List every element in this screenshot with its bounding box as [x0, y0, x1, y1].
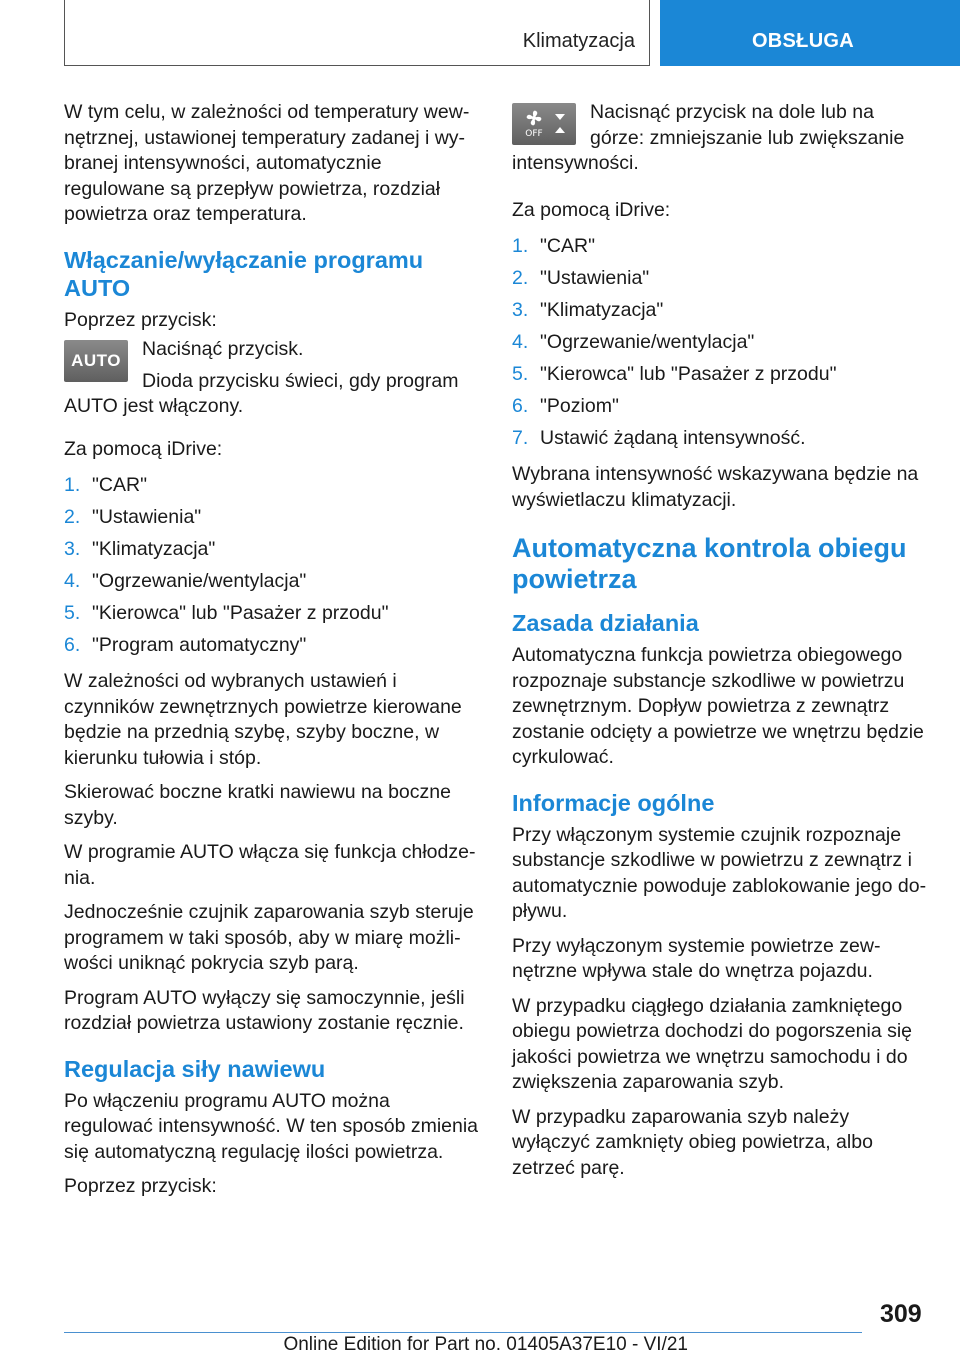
- step-text: "Kierowca" lub "Pasażer z przodu": [540, 363, 837, 385]
- paragraph: Wybrana intensywność wskazywana będzie na wyświetlaczu klimatyzacji.: [512, 463, 919, 511]
- step-number: 2.: [512, 267, 529, 289]
- idrive-steps-left: [64, 471, 482, 663]
- paragraph: W przypadku zaparowania szyb należy wyłączyć zamknięty obieg powietrza, albo zetrzeć parę.: [512, 1105, 873, 1179]
- list-item: [512, 232, 930, 264]
- paragraph: W przypadku ciągłego działania zamkniętego obiegu powietrza dochodzi do pogorszenia się jakości powietrza we wnętrzu samochodu i do zwiększenia zaparowania szyb.: [512, 994, 913, 1093]
- paragraph: Jednocześnie czujnik zaparowania szyb steruje programem w taki sposób, aby w miarę możliwości uniknąć pokrycia szyb parą.: [64, 901, 474, 974]
- via-button-text: Poprzez przycisk:: [64, 308, 217, 331]
- step-text: "Ustawienia": [92, 506, 202, 528]
- step-number: 5.: [512, 363, 529, 385]
- fan-button-block: [512, 100, 930, 186]
- intro-paragraph: W tym celu, w zależności od temperatury wewnętrznej, ustawionej temperatury zadanej i wybranej intensywności, automatycznie regulowane są przepływ powietrza, rozdział powietrza oraz temperatura.: [64, 101, 470, 225]
- step-number: 1.: [512, 235, 529, 257]
- step-text: Ustawić żądaną intensywność.: [540, 427, 806, 449]
- paragraph: Poprzez przycisk:: [64, 1175, 217, 1197]
- list-item: [512, 360, 930, 392]
- step-number: 4.: [512, 331, 529, 353]
- step-text: "CAR": [92, 474, 148, 496]
- step-text: "Program automatyczny": [92, 634, 307, 656]
- left-column: [64, 100, 482, 1209]
- footer-edition-box: [64, 1334, 862, 1356]
- idrive-intro: Za pomocą iDrive:: [512, 198, 671, 221]
- header-section-box: [64, 0, 650, 66]
- page-header: [64, 0, 960, 66]
- press-button-text: Naciśnąć przycisk.: [142, 338, 304, 360]
- list-item: [64, 567, 482, 599]
- fan-instructions: Nacisnąć przycisk na dole lub na górze: zmniejszanie lub zwiększanie intensywności.: [512, 101, 905, 174]
- right-column: [512, 100, 930, 1190]
- fan-off-label: OFF: [525, 129, 543, 139]
- step-number: 1.: [64, 474, 81, 496]
- step-number: 5.: [64, 602, 81, 624]
- step-text: "Ogrzewanie/wentylacja": [92, 570, 307, 592]
- heading-recirculation: Automatyczna kontrola obiegu powietrza: [512, 533, 907, 594]
- step-text: "Ogrzewanie/wentylacja": [540, 331, 755, 353]
- header-chapter-label: OBSŁUGA: [751, 30, 855, 52]
- paragraph: Automatyczna funkcja powietrza obiegowego rozpoznaje substancje szkodliwe w powietrzu zewnętrznym. Dopływ powietrza z zewnątrz zostanie odcięty a powietrze we wnętrzu będzie cyrkulować.: [512, 644, 924, 768]
- heading-general-info: Informacje ogólne: [512, 789, 715, 816]
- list-item: [512, 296, 930, 328]
- list-item: [64, 471, 482, 503]
- paragraph: W programie AUTO włącza się funkcja chłodzenia.: [64, 841, 476, 889]
- footer-edition: Online Edition for Part no. 01405A37E10 - VI/21: [283, 1334, 688, 1355]
- list-item: [512, 424, 930, 456]
- step-number: 6.: [64, 634, 81, 656]
- list-item: [64, 535, 482, 567]
- step-text: "CAR": [540, 235, 596, 257]
- paragraph: Przy włączonym systemie czujnik rozpoznaje substancje szkodliwe w powietrzu z zewnątrz i automatycznie powoduje zablokowanie jego dopływu.: [512, 823, 927, 922]
- paragraph: Skierować boczne kratki nawiewu na boczne szyby.: [64, 781, 451, 829]
- step-number: 3.: [64, 538, 81, 560]
- page-number: 309: [880, 1300, 922, 1328]
- auto-button-icon: [64, 340, 128, 382]
- footer-divider: [64, 1332, 862, 1333]
- list-item: [64, 631, 482, 663]
- led-text: Dioda przycisku świeci, gdy program AUTO jest włączony.: [64, 369, 459, 417]
- list-item: [512, 392, 930, 424]
- list-item: [512, 328, 930, 360]
- idrive-intro: Za pomocą iDrive:: [64, 437, 223, 460]
- fan-button-icon: [512, 103, 576, 145]
- paragraph: Po włączeniu programu AUTO można regulować intensywność. W ten sposób zmienia się automatyczną regulację ilości powietrza.: [64, 1089, 479, 1163]
- step-text: "Poziom": [540, 395, 619, 417]
- step-number: 3.: [512, 299, 529, 321]
- fan-icon: [512, 103, 576, 145]
- step-number: 6.: [512, 395, 529, 417]
- step-number: 2.: [64, 506, 81, 528]
- heading-principle: Zasada działania: [512, 610, 699, 636]
- header-section-title: Klimatyzacja: [522, 30, 635, 52]
- step-text: "Klimatyzacja": [540, 299, 664, 321]
- auto-icon-label: AUTO: [71, 351, 121, 371]
- list-item: [64, 599, 482, 631]
- list-item: [64, 503, 482, 535]
- heading-fan-control: Regulacja siły nawiewu: [64, 1055, 326, 1082]
- paragraph: Przy wyłączonym systemie powietrze zewnętrzne wpływa stale do wnętrza pojazdu.: [512, 934, 881, 982]
- paragraph: Program AUTO wyłączy się samoczynnie, jeśli rozdział powietrza ustawiony zostanie ręcznie.: [64, 986, 465, 1034]
- header-chapter-tab: [660, 0, 960, 66]
- paragraph: W zależności od wybranych ustawień i czynników zewnętrznych powietrze kierowane będzie na przednią szybę, szyby boczne, w kierunku tułowia i stóp.: [64, 670, 462, 769]
- step-text: "Ustawienia": [540, 267, 650, 289]
- step-number: 7.: [512, 427, 529, 449]
- step-text: "Kierowca" lub "Pasażer z przodu": [92, 602, 389, 624]
- step-number: 4.: [64, 570, 81, 592]
- auto-button-block: [64, 337, 482, 429]
- idrive-steps-right: [512, 232, 930, 456]
- list-item: [512, 264, 930, 296]
- heading-auto-program: Włączanie/wyłączanie programu AUTO: [64, 246, 424, 301]
- step-text: "Klimatyzacja": [92, 538, 216, 560]
